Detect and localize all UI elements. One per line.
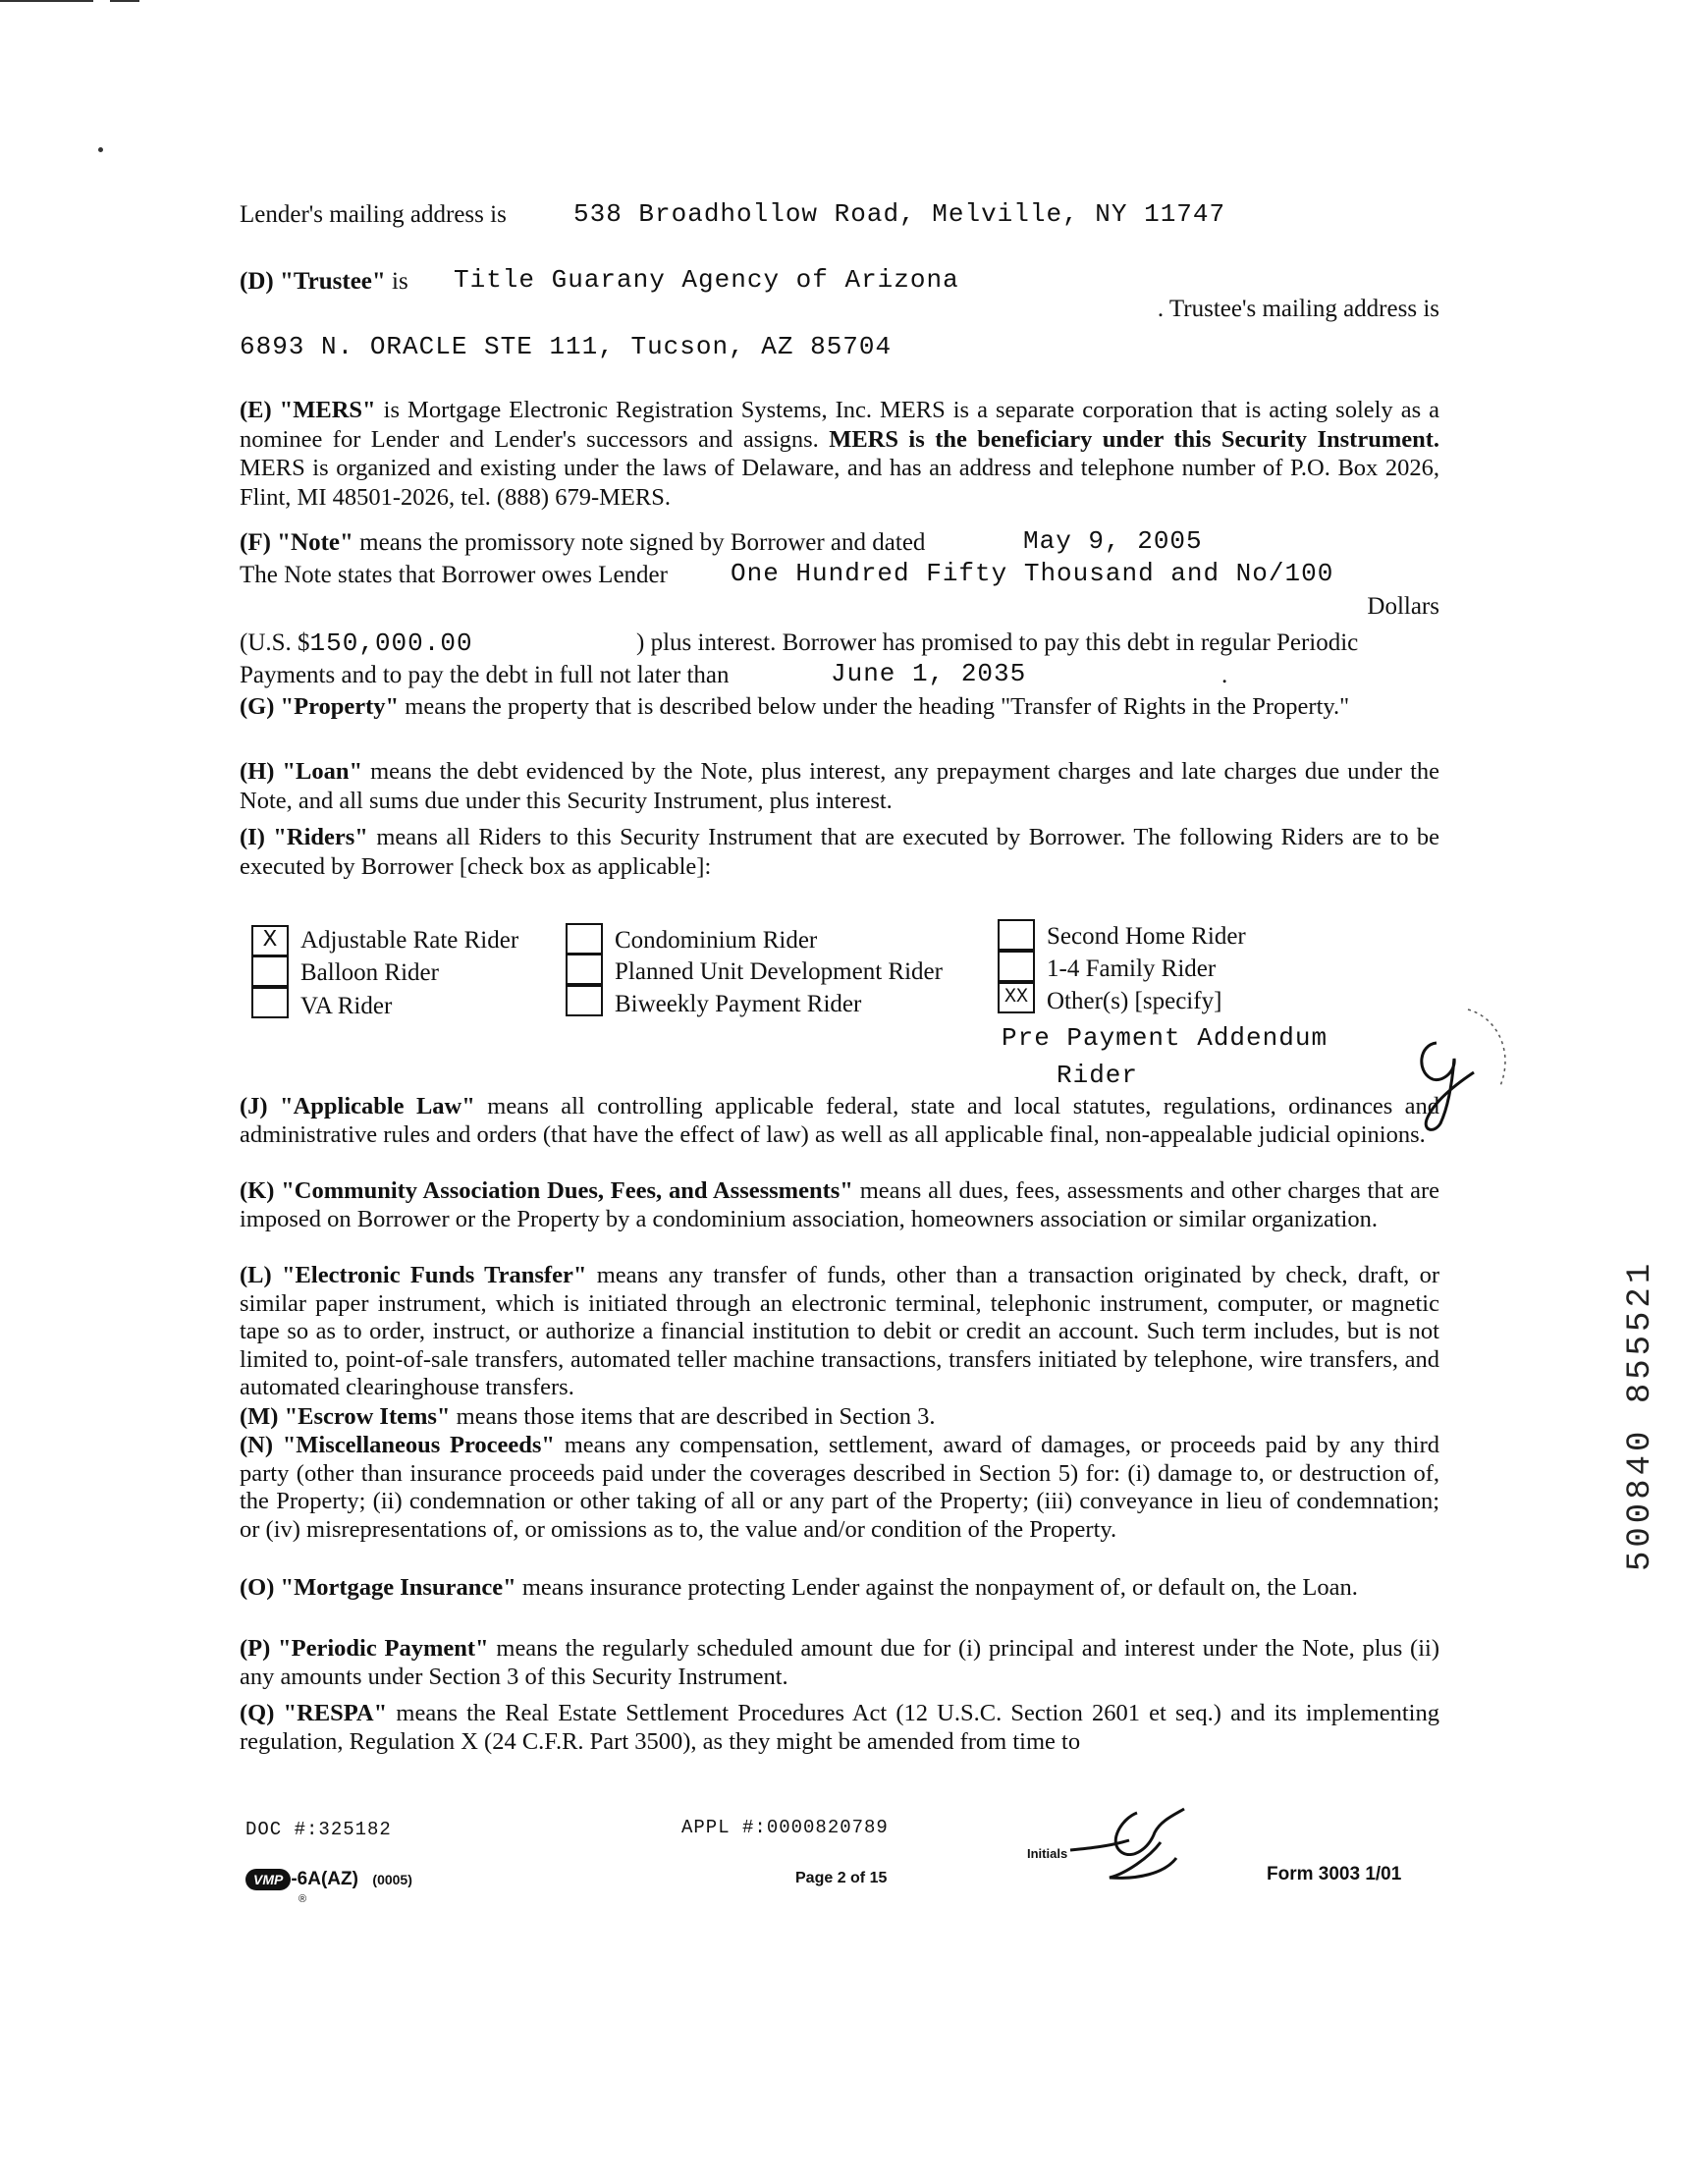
- other-rider-specify-line1: Pre Payment Addendum: [1002, 1023, 1329, 1053]
- lender-address-value: 538 Broadhollow Road, Melville, NY 11747: [573, 199, 1226, 229]
- definition-p-term: (P) "Periodic Payment": [240, 1635, 489, 1662]
- doc-number: DOC #:325182: [245, 1819, 392, 1840]
- registered-mark: ®: [298, 1893, 307, 1905]
- definition-e: [240, 396, 1439, 512]
- other-rider-specify-line2: Rider: [1057, 1061, 1139, 1090]
- va-rider-checkbox[interactable]: [251, 987, 289, 1018]
- pud-rider-label: Planned Unit Development Rider: [615, 958, 943, 985]
- definition-f-text3: Payments and to pay the debt in full not later than: [240, 662, 730, 688]
- definition-j: [240, 1093, 1439, 1149]
- trustee-term: (D) "Trustee": [240, 268, 386, 295]
- vmp-logo: VMP: [245, 1869, 291, 1890]
- second-home-rider-checkbox[interactable]: [998, 919, 1035, 951]
- adjustable-rate-rider-checkbox[interactable]: X: [251, 925, 289, 956]
- definition-p: [240, 1635, 1439, 1691]
- definition-l-term: (L) "Electronic Funds Transfer": [240, 1262, 587, 1288]
- lender-address-label: Lender's mailing address is: [240, 201, 507, 228]
- definition-g-term: (G) "Property": [240, 693, 400, 720]
- definition-n-text: means any compensation, settlement, award of damages, or proceeds paid by any third party (other than insurance proceeds paid under the coverages described in Section 5) for: (i) damage to, or destruction of, the Property; (ii) condemnation or other taking of all or any part of the Property; (iii) conveyance in lieu of condemnation; or (iv) misrepresentations of, or omissions as to, the value and/or condition of the Property.: [240, 1432, 1439, 1543]
- owes-label: The Note states that Borrower owes Lender: [240, 562, 668, 588]
- biweekly-rider-checkbox[interactable]: [566, 985, 603, 1016]
- condominium-rider-label: Condominium Rider: [615, 927, 818, 954]
- others-rider-label: Other(s) [specify]: [1047, 988, 1222, 1014]
- initials-label: Initials: [1027, 1846, 1068, 1861]
- us-prefix-text: (U.S. $: [240, 629, 310, 656]
- margin-stamp: 500840 855521: [1622, 1259, 1659, 1571]
- trustee-name: Title Guarany Agency of Arizona: [454, 265, 959, 295]
- definition-k-text: means all dues, fees, assessments and other charges that are imposed on Borrower or the Property by a condominium association, homeowners association or similar organization.: [240, 1177, 1439, 1232]
- note-date: May 9, 2005: [1023, 526, 1203, 556]
- definition-o-text: means insurance protecting Lender against the nonpayment of, or default on, the Loan.: [515, 1574, 1358, 1601]
- definition-m-term: (M) "Escrow Items": [240, 1403, 451, 1430]
- definition-m: [240, 1403, 1439, 1432]
- definition-f-term: (F) "Note": [240, 529, 353, 556]
- biweekly-rider-label: Biweekly Payment Rider: [615, 991, 862, 1017]
- definition-q: [240, 1700, 1439, 1756]
- one-four-family-rider-checkbox[interactable]: [998, 951, 1035, 982]
- second-home-rider-label: Second Home Rider: [1047, 923, 1246, 950]
- definition-o-term: (O) "Mortgage Insurance": [240, 1574, 516, 1601]
- scan-artifact-dot: [98, 147, 103, 152]
- definition-i: [240, 823, 1439, 881]
- trustee-address-value: 6893 N. ORACLE STE 111, Tucson, AZ 85704: [240, 332, 893, 361]
- vmp-form-code: [245, 1869, 412, 1890]
- definition-h-text: means the debt evidenced by the Note, plus interest, any prepayment charges and late charges due under the Note, and all sums due under this Security Instrument, plus interest.: [240, 758, 1440, 814]
- condominium-rider-checkbox[interactable]: [566, 923, 603, 955]
- definition-h: [240, 757, 1439, 815]
- definition-e-term: (E) "MERS": [240, 397, 376, 423]
- appl-number: APPL #:0000820789: [681, 1817, 889, 1838]
- trustee-is: is: [392, 268, 408, 295]
- definition-j-term: (J) "Applicable Law": [240, 1093, 475, 1119]
- definition-e-text2: MERS is organized and existing under the laws of Delaware, and has an address and telephone number of P.O. Box 2026, Flint, MI 48501-2026, tel. (888) 679-MERS.: [240, 455, 1439, 511]
- balloon-rider-label: Balloon Rider: [300, 959, 439, 986]
- definition-g: [240, 692, 1439, 722]
- page-number: Page 2 of 15: [795, 1870, 888, 1886]
- amount-numeric: 150,000.00: [309, 628, 473, 658]
- definition-l: [240, 1262, 1439, 1402]
- initials-signature: [1066, 1803, 1194, 1891]
- us-prefix: [240, 628, 473, 658]
- trustee-line: [240, 267, 408, 297]
- definition-e-text: is Mortgage Electronic Registration Systems, Inc. MERS is a separate corporation that is acting solely as a nominee for Lender and Lender's successors and assigns.: [240, 397, 1439, 453]
- trustee-address-label: . Trustee's mailing address is: [1157, 296, 1439, 322]
- form-code-suffix: (0005): [372, 1872, 412, 1887]
- pud-rider-checkbox[interactable]: [566, 954, 603, 985]
- definition-f-text: means the promissory note signed by Borrower and dated: [359, 529, 926, 556]
- definition-l-text: means any transfer of funds, other than a transaction originated by check, draft, or similar paper instrument, which is initiated through an electronic terminal, telephonic instrument, computer, or magnetic tape so as to order, instruct, or authorize a financial institution to debit or credit an account. Such term includes, but is not limited to, point-of-sale transfers, automated teller machine transactions, transfers initiated by telephone, wire transfers, and automated clearinghouse transfers.: [240, 1262, 1440, 1400]
- one-four-family-rider-label: 1-4 Family Rider: [1047, 956, 1217, 982]
- definition-k-term: (K) "Community Association Dues, Fees, and Assessments": [240, 1177, 853, 1204]
- definition-e-bold: MERS is the beneficiary under this Security Instrument.: [829, 425, 1440, 453]
- definition-n-term: (N) "Miscellaneous Proceeds": [240, 1432, 556, 1458]
- adjustable-rate-rider-label: Adjustable Rate Rider: [300, 927, 519, 954]
- definition-i-text: means all Riders to this Security Instrument that are executed by Borrower. The following Riders are to be executed by Borrower [check box as applicable]:: [240, 824, 1440, 880]
- others-rider-checkbox[interactable]: XX: [998, 982, 1035, 1013]
- definition-g-text: means the property that is described below under the heading "Transfer of Rights in the Property.": [399, 693, 1350, 720]
- form-code: -6A(AZ): [291, 1869, 358, 1889]
- definition-h-term: (H) "Loan": [240, 758, 363, 785]
- definition-o: [240, 1574, 1439, 1603]
- definition-k: [240, 1177, 1439, 1233]
- definition-j-text: means all controlling applicable federal, state and local statutes, regulations, ordinances and administrative rules and orders (that have the effect of law) as well as all applicable final, non-appealable judicial opinions.: [240, 1093, 1440, 1148]
- maturity-period: .: [1221, 662, 1228, 688]
- definition-i-term: (I) "Riders": [240, 824, 368, 850]
- definition-n: [240, 1432, 1439, 1544]
- balloon-rider-checkbox[interactable]: [251, 956, 289, 987]
- definition-q-text: means the Real Estate Settlement Procedures Act (12 U.S.C. Section 2601 et seq.) and its implementing regulation, Regulation X (24 C.F.R. Part 3500), as they might be amended from time to: [240, 1700, 1439, 1755]
- definition-f-text2: ) plus interest. Borrower has promised to pay this debt in regular Periodic: [636, 629, 1359, 656]
- amount-words: One Hundred Fifty Thousand and No/100: [731, 559, 1334, 588]
- scan-artifact-line: [0, 0, 93, 2]
- form-name: Form 3003 1/01: [1267, 1864, 1402, 1884]
- va-rider-label: VA Rider: [300, 993, 393, 1019]
- definition-m-text: means those items that are described in Section 3.: [450, 1403, 936, 1430]
- definition-p-text: means the regularly scheduled amount due for (i) principal and interest under the Note, plus (ii) any amounts under Section 3 of this Security Instrument.: [240, 1635, 1439, 1690]
- maturity-date: June 1, 2035: [831, 659, 1027, 688]
- definition-q-term: (Q) "RESPA": [240, 1700, 388, 1726]
- dollars-label: Dollars: [1367, 593, 1439, 620]
- scan-artifact-line: [110, 0, 139, 2]
- definition-f-line1: [240, 528, 925, 558]
